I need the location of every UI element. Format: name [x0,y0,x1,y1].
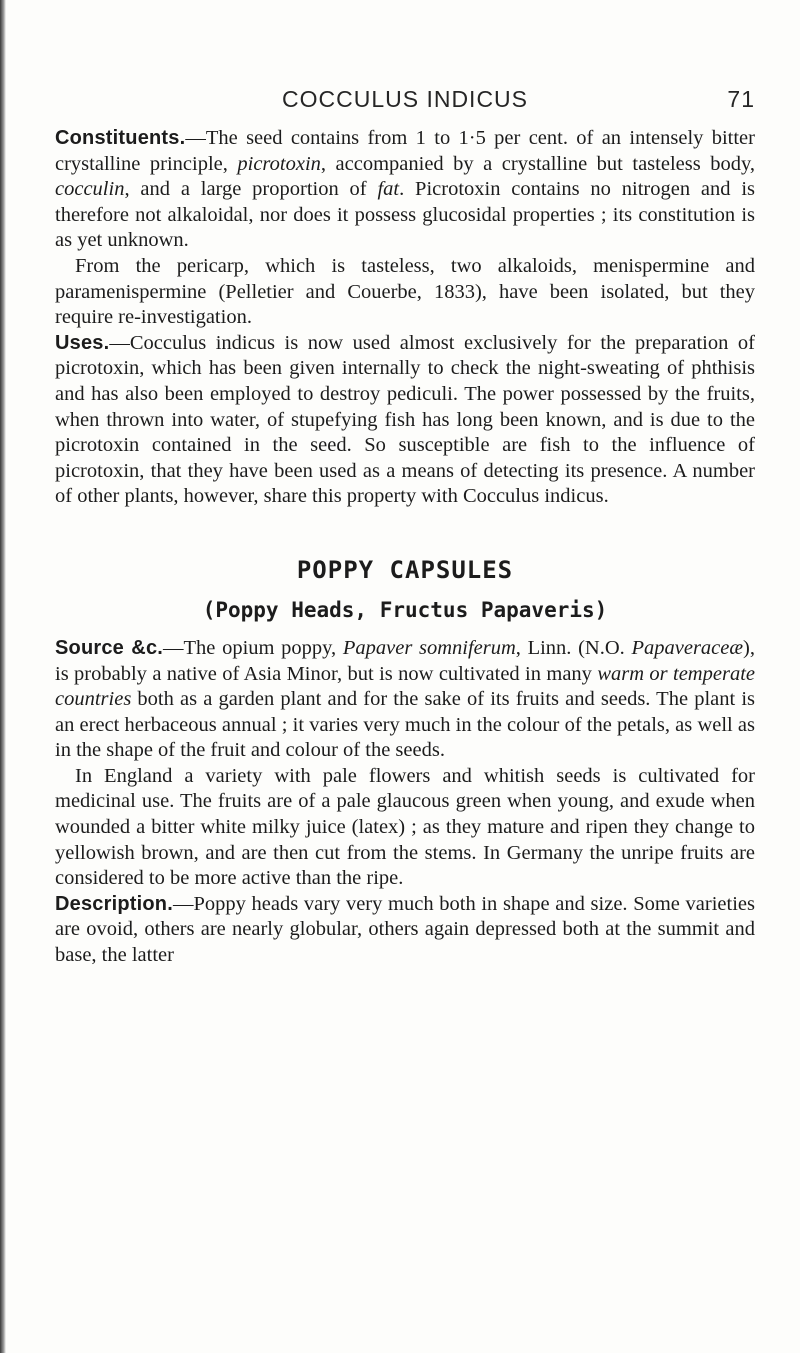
description-heading: Description. [55,892,173,915]
term-papaver-somniferum: Papaver somniferum [342,636,516,659]
term-warm-temperate: warm or temperate countries [55,662,755,711]
term-fat: fat [377,178,400,201]
book-page [55,86,755,969]
source-heading: Source &c. [55,636,164,659]
pericarp-paragraph: From the pericarp, which is tasteless, two alkaloids, menispermine and paramenispermine (Pelletier and Couerbe, 1833), have been isolated, but they require re-investigation. [55,254,755,329]
running-title: COCCULUS INDICUS [281,86,529,112]
constituents-paragraph: Constituents.—The seed contains from 1 to 1·5 per cent. of an intensely bitter crystalline principle, picrotoxin, accompanied by a crystalline but tasteless body, cocculin, and a large proportion of fat. Picrotoxin contains no nitrogen and is therefore not alkaloidal, nor does it possess glucosidal properties ; its constitution is as yet unknown. [55,127,755,252]
england-paragraph: In England a variety with pale flowers and whitish seeds is cultivated for medicinal use. The fruits are of a pale glaucous green when young, and exude when wounded a bitter white milky juice (latex) ; as they mature and ripen they change to yellowish brown, and are then cut from the stems. In Germany the unripe fruits are considered to be more active than the ripe. [55,764,755,890]
term-cocculin: cocculin [55,178,125,201]
section-subtitle: (Poppy Heads, Fructus Papaveris) [202,597,608,622]
uses-heading: Uses. [55,331,110,354]
constituents-heading: Constituents. [55,127,186,149]
source-paragraph: Source &c.—The opium poppy, Papaver somniferum, Linn. (N.O. Papaveraceæ), is probably a native of Asia Minor, but is now cultivated in many warm or temperate countries both as a garden plant and for the sake of its fruits and seeds. The plant is an erect herbaceous annual ; it varies very much in the colour of the petals, as well as in the shape of the fruit and colour of the seeds. [55,636,755,762]
uses-paragraph: Uses.—Cocculus indicus is now used almost exclusively for the preparation of picrotoxin, which has been given internally to check the night-sweating of phthisis and has also been employed to destroy pediculi. The power possessed by the fruits, when thrown into water, of stupefying fish has long been known, and is due to the picrotoxin contained in the seed. So susceptible are fish to the influence of picrotoxin, that they have been used as a means of detecting its presence. A number of other plants, however, share this property with Cocculus indicus. [55,331,755,508]
description-paragraph: Description.—Poppy heads vary very much both in shape and size. Some varieties are ovoid, others are nearly globular, others again depressed both at the summit and base, the latter [55,892,755,967]
running-header [55,86,755,126]
page-number: 71 [727,86,755,112]
book-spine-edge [0,0,6,1353]
term-picrotoxin: picrotoxin [237,152,321,175]
section-title: POPPY CAPSULES [296,555,514,584]
term-papaveraceae: Papaveraceæ [631,636,744,659]
